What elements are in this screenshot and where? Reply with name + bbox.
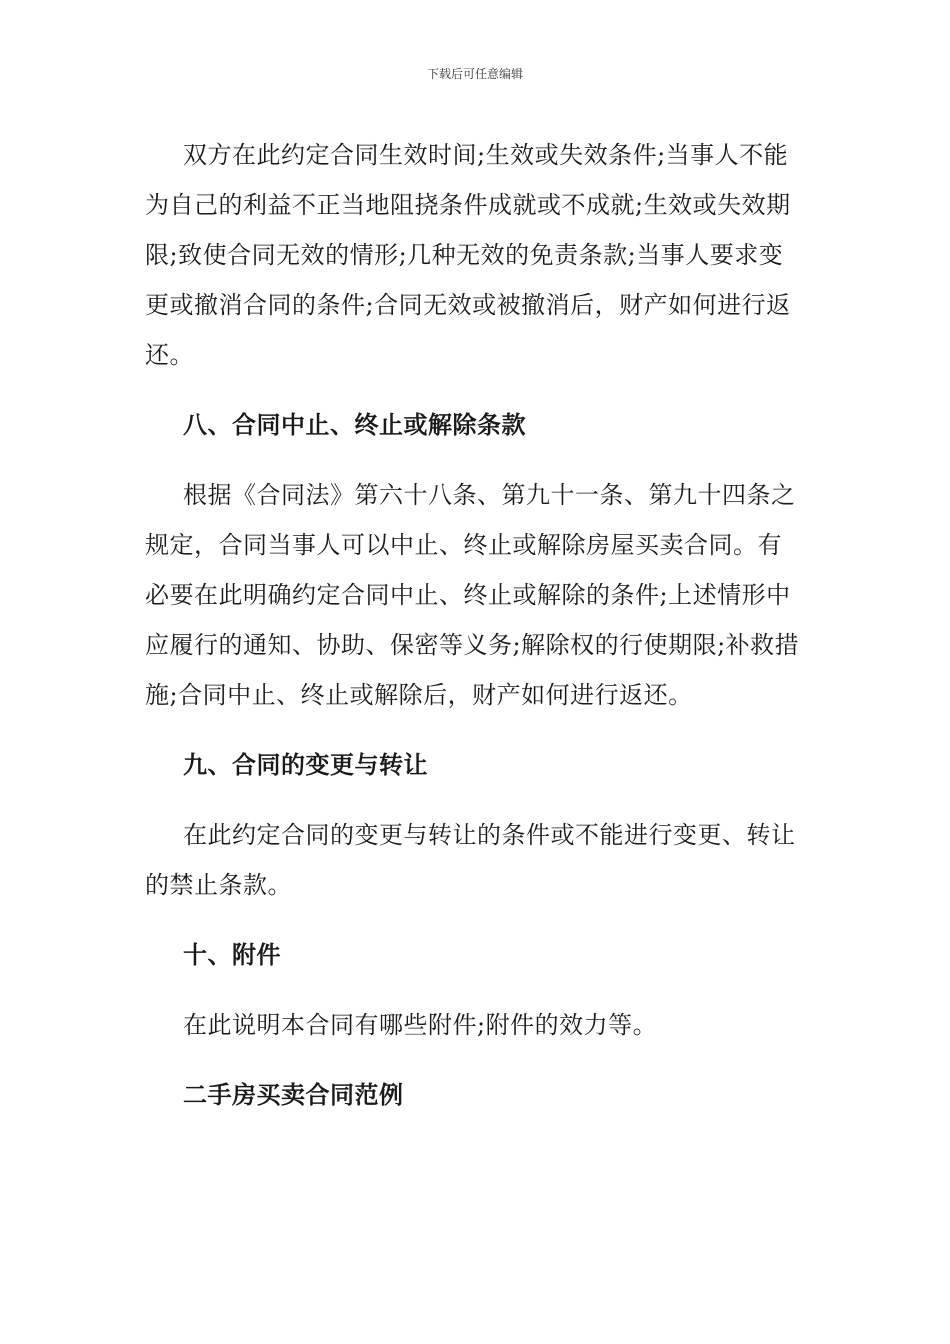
section-heading-example: 二手房买卖合同范例: [183, 1080, 404, 1109]
section-heading-9: 九、合同的变更与转让: [183, 750, 428, 779]
document-body: [145, 130, 805, 1140]
page-header-note: 下载后可任意编辑: [426, 67, 523, 81]
paragraph-attachments: 在此说明本合同有哪些附件;附件的效力等。: [183, 1011, 658, 1039]
section-heading-10: 十、附件: [183, 940, 281, 969]
paragraph-termination-clause: 根据《合同法》第六十八条、第九十一条、第九十四条之规定，合同当事人可以中止、终止或解除房屋买卖合同。有必要在此明确约定合同中止、终止或解除的条件;上述情形中应履行的通知、协助、保密等义务;解除权的行使期限;补救措施;合同中止、终止或解除后，财产如何进行返还。: [145, 481, 800, 709]
section-heading-8: 八、合同中止、终止或解除条款: [183, 410, 526, 439]
paragraph-change-transfer: 在此约定合同的变更与转让的条件或不能进行变更、转让的禁止条款。: [145, 821, 796, 899]
paragraph-contract-validity: 双方在此约定合同生效时间;生效或失效条件;当事人不能为自己的利益不正当地阻挠条件成就或不成就;生效或失效期限;致使合同无效的情形;几种无效的免责条款;当事人要求变更或撤消合同的条件;合同无效或被撤消后，财产如何进行返还。: [145, 141, 791, 369]
